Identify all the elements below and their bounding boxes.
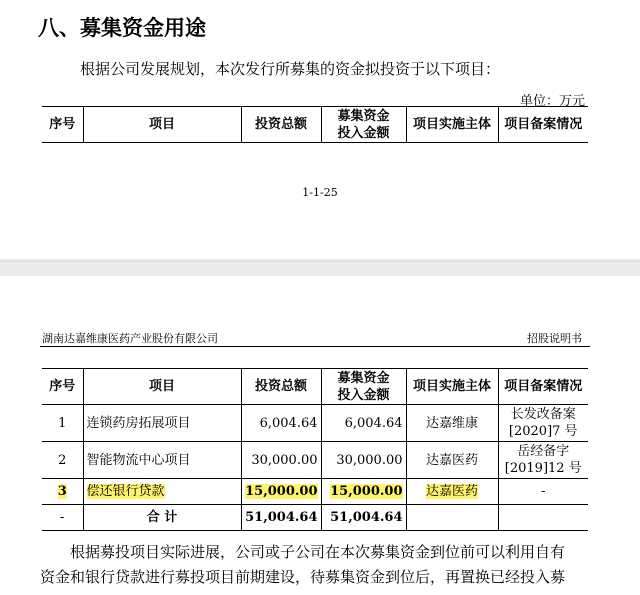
header-raised-line1: 募集资金 [337, 108, 390, 124]
section-title: 八、募集资金用途 [38, 16, 206, 40]
page-gap [0, 262, 640, 276]
header-entity: 项目实施主体 [406, 369, 498, 405]
header-raised-line2: 投入金额 [337, 125, 390, 141]
cell-seq: 1 [58, 415, 67, 431]
cell-seq: 3 [57, 484, 67, 499]
cell-seq: 2 [58, 452, 67, 468]
cell-filing-line1: 岳经备字 [517, 444, 570, 459]
closing-paragraph-line2: 资金和银行贷款进行募投项目前期建设，待募集资金到位后，再置换已经投入募 [40, 568, 566, 586]
table-row [42, 442, 588, 479]
header-project: 项目 [83, 369, 241, 405]
header-raised [321, 369, 406, 405]
funds-table [42, 368, 588, 531]
total-raised: 51,004.64 [321, 505, 406, 531]
cell-filing: - [498, 479, 588, 505]
table-row [42, 405, 588, 442]
total-label: 合 计 [83, 505, 241, 531]
cell-project: 偿还银行贷款 [86, 484, 165, 499]
closing-paragraph-line1: 根据募投项目实际进展，公司或子公司在本次募集资金到位前可以利用自有 [70, 543, 566, 561]
cell-total: 30,000.00 [241, 442, 321, 479]
cell-entity: 达嘉医药 [425, 484, 478, 499]
cell-total: 15,000.00 [245, 484, 318, 499]
cell-entity: 达嘉维康 [406, 405, 498, 442]
page-header-rule [40, 346, 590, 347]
header-raised [321, 107, 406, 143]
cell-entity: 达嘉医药 [406, 442, 498, 479]
header-project: 项目 [83, 107, 241, 143]
cell-filing-line2: [2019]12 号 [504, 461, 582, 476]
cell-raised: 6,004.64 [321, 405, 406, 442]
cell-project: 智能物流中心项目 [83, 442, 241, 479]
cell-raised: 30,000.00 [321, 442, 406, 479]
total-seq: - [60, 510, 65, 525]
table-row-highlighted [42, 479, 588, 505]
table-header-page1 [42, 106, 588, 143]
cell-filing [498, 405, 588, 442]
total-entity-empty [406, 505, 498, 531]
cell-filing-line1: 长发改备案 [510, 407, 576, 422]
total-filing-empty [498, 505, 588, 531]
header-seq: 序号 [49, 379, 76, 394]
header-filing: 项目备案情况 [498, 107, 588, 143]
header-filing: 项目备案情况 [498, 369, 588, 405]
cell-filing-line2: [2020]7 号 [508, 424, 578, 439]
page-header-company: 湖南达嘉维康医药产业股份有限公司 [42, 332, 218, 345]
page-header-doctype: 招股说明书 [527, 332, 582, 345]
header-seq: 序号 [49, 117, 76, 132]
header-total: 投资总额 [241, 107, 321, 143]
intro-paragraph: 根据公司发展规划，本次发行所募集的资金拟投资于以下项目： [80, 60, 501, 78]
cell-project: 连锁药房拓展项目 [83, 405, 241, 442]
header-raised-line2: 投入金额 [337, 387, 390, 403]
unit-label: 单位：万元 [519, 94, 585, 109]
header-entity: 项目实施主体 [406, 107, 498, 143]
header-total: 投资总额 [241, 369, 321, 405]
page-number: 1-1-25 [302, 186, 338, 199]
total-total: 51,004.64 [241, 505, 321, 531]
header-raised-line1: 募集资金 [337, 370, 390, 386]
cell-total: 6,004.64 [241, 405, 321, 442]
table-header-row [42, 369, 588, 405]
table-total-row [42, 505, 588, 531]
cell-raised: 15,000.00 [330, 484, 403, 499]
cell-filing [498, 442, 588, 479]
